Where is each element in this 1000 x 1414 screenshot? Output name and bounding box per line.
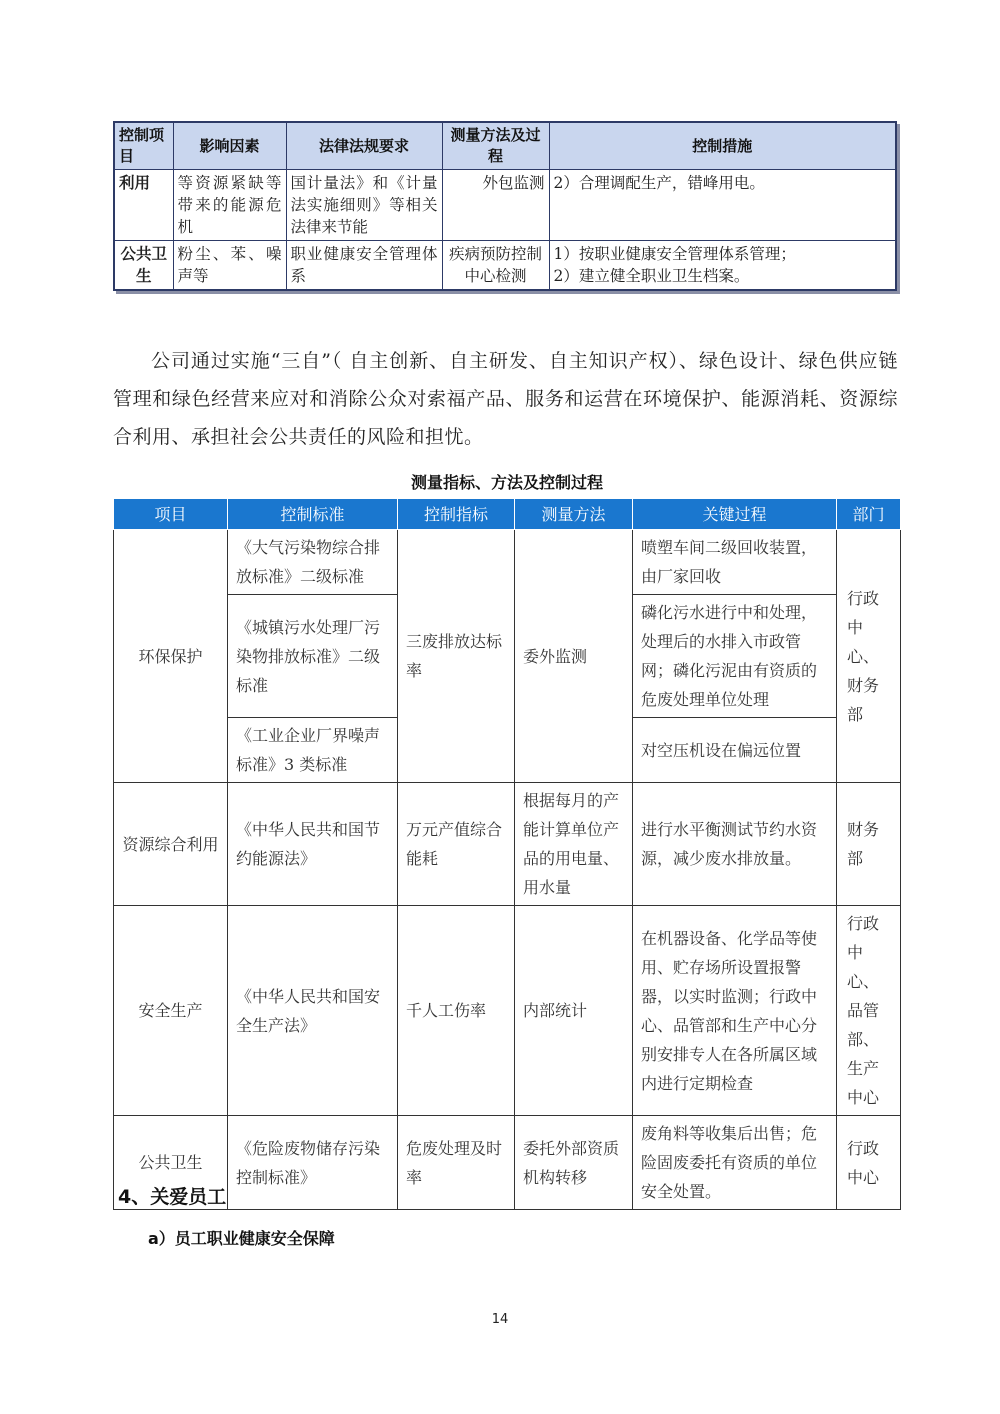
table-row <box>114 783 901 906</box>
table-header-cell: 部门 <box>837 499 901 530</box>
table-header-cell: 测量方法 <box>515 499 633 530</box>
process-cell: 在机器设备、化学品等使用、贮存场所设置报警器，以实时监测；行政中心、品管部和生产中心分别安排专人在各所属区域内进行定期检查 <box>633 906 837 1116</box>
table-row <box>114 1116 901 1210</box>
table-header-cell: 关键过程 <box>633 499 837 530</box>
factor-cell: 粉尘、苯、噪声等 <box>173 241 286 291</box>
table-header-row <box>114 499 901 530</box>
table-header-cell: 项目 <box>114 499 228 530</box>
measures-cell <box>549 170 896 241</box>
table-header-cell: 控制标准 <box>228 499 398 530</box>
table-header-cell: 法律法规要求 <box>286 122 442 170</box>
measure-line: 1）按职业健康安全管理体系管理； <box>553 245 796 263</box>
standard-cell: 《城镇污水处理厂污染物排放标准》二级标准 <box>228 595 398 718</box>
law-cell: 职业健康安全管理体系 <box>286 241 442 291</box>
process-cell: 对空压机设在偏远位置 <box>633 718 837 783</box>
dept-cell: 财务部 <box>837 783 901 906</box>
item-cell: 公共卫生 <box>114 1116 228 1210</box>
law-cell: 国计量法》和《计量法实施细则》等相关法律来节能 <box>286 170 442 241</box>
body-paragraph: 公司通过实施“三自”（ 自主创新、自主研发、自主知识产权）、绿色设计、绿色供应链管理和绿色经营来应对和消除公众对索福产品、服务和运营在环境保护、能源消耗、资源综合利用、承担社会公共责任的风险和担忧。 <box>113 350 898 448</box>
subsection-heading: a）员工职业健康安全保障 <box>148 1229 335 1248</box>
standard-cell: 《危险废物储存污染控制标准》 <box>228 1116 398 1210</box>
process-cell: 进行水平衡测试节约水资源，减少废水排放量。 <box>633 783 837 906</box>
factor-cell: 等资源紧缺等带来的能源危机 <box>173 170 286 241</box>
dept-cell: 行政中心、财务部 <box>837 530 901 783</box>
control-item-cell: 利用 <box>114 170 173 241</box>
table-header-row <box>114 122 896 170</box>
standard-cell: 《中华人民共和国安全生产法》 <box>228 906 398 1116</box>
control-item-cell: 公共卫生 <box>114 241 173 291</box>
table-header-cell: 控制指标 <box>398 499 515 530</box>
standard-cell: 《中华人民共和国节约能源法》 <box>228 783 398 906</box>
standard-cell: 《大气污染物综合排放标准》二级标准 <box>228 530 398 595</box>
method-cell: 委外监测 <box>515 530 633 783</box>
process-cell: 废角料等收集后出售；危险固废委托有资质的单位安全处置。 <box>633 1116 837 1210</box>
table-header-cell: 控制项目 <box>114 122 173 170</box>
table-row <box>114 530 901 595</box>
dept-cell: 行政中心 <box>837 1116 901 1210</box>
control-measures-table <box>113 121 897 291</box>
indicator-cell: 危废处理及时率 <box>398 1116 515 1210</box>
table-row <box>114 906 901 1116</box>
page-number: 14 <box>491 1312 509 1327</box>
table-header-cell: 测量方法及过程 <box>442 122 549 170</box>
table-caption: 测量指标、方法及控制过程 <box>410 473 603 492</box>
process-cell: 磷化污水进行中和处理，处理后的水排入市政管网；磷化污泥由有资质的危废处理单位处理 <box>633 595 837 718</box>
method-cell: 疾病预防控制中心检测 <box>442 241 549 291</box>
measure-line: 2）合理调配生产，错峰用电。 <box>553 174 765 192</box>
table-row <box>114 170 896 241</box>
item-cell: 资源综合利用 <box>114 783 228 906</box>
standard-cell: 《工业企业厂界噪声标准》3 类标准 <box>228 718 398 783</box>
indicator-cell: 三废排放达标率 <box>398 530 515 783</box>
table-header-cell: 控制措施 <box>549 122 896 170</box>
table-header-cell: 影响因素 <box>173 122 286 170</box>
table-row <box>114 241 896 291</box>
method-cell: 根据每月的产能计算单位产品的用电量、用水量 <box>515 783 633 906</box>
measure-line: 2）建立健全职业卫生档案。 <box>553 267 750 285</box>
measures-cell <box>549 241 896 291</box>
item-cell: 安全生产 <box>114 906 228 1116</box>
indicator-cell: 千人工伤率 <box>398 906 515 1116</box>
indicator-cell: 万元产值综合能耗 <box>398 783 515 906</box>
measurement-indicators-table <box>113 498 901 1210</box>
item-cell: 环保保护 <box>114 530 228 783</box>
process-cell: 喷塑车间二级回收装置，由厂家回收 <box>633 530 837 595</box>
method-cell: 外包监测 <box>442 170 549 241</box>
dept-cell: 行政中心、品管部、生产中心 <box>837 906 901 1116</box>
method-cell: 内部统计 <box>515 906 633 1116</box>
section-heading: 4、关爱员工 <box>118 1186 227 1208</box>
method-cell: 委托外部资质机构转移 <box>515 1116 633 1210</box>
